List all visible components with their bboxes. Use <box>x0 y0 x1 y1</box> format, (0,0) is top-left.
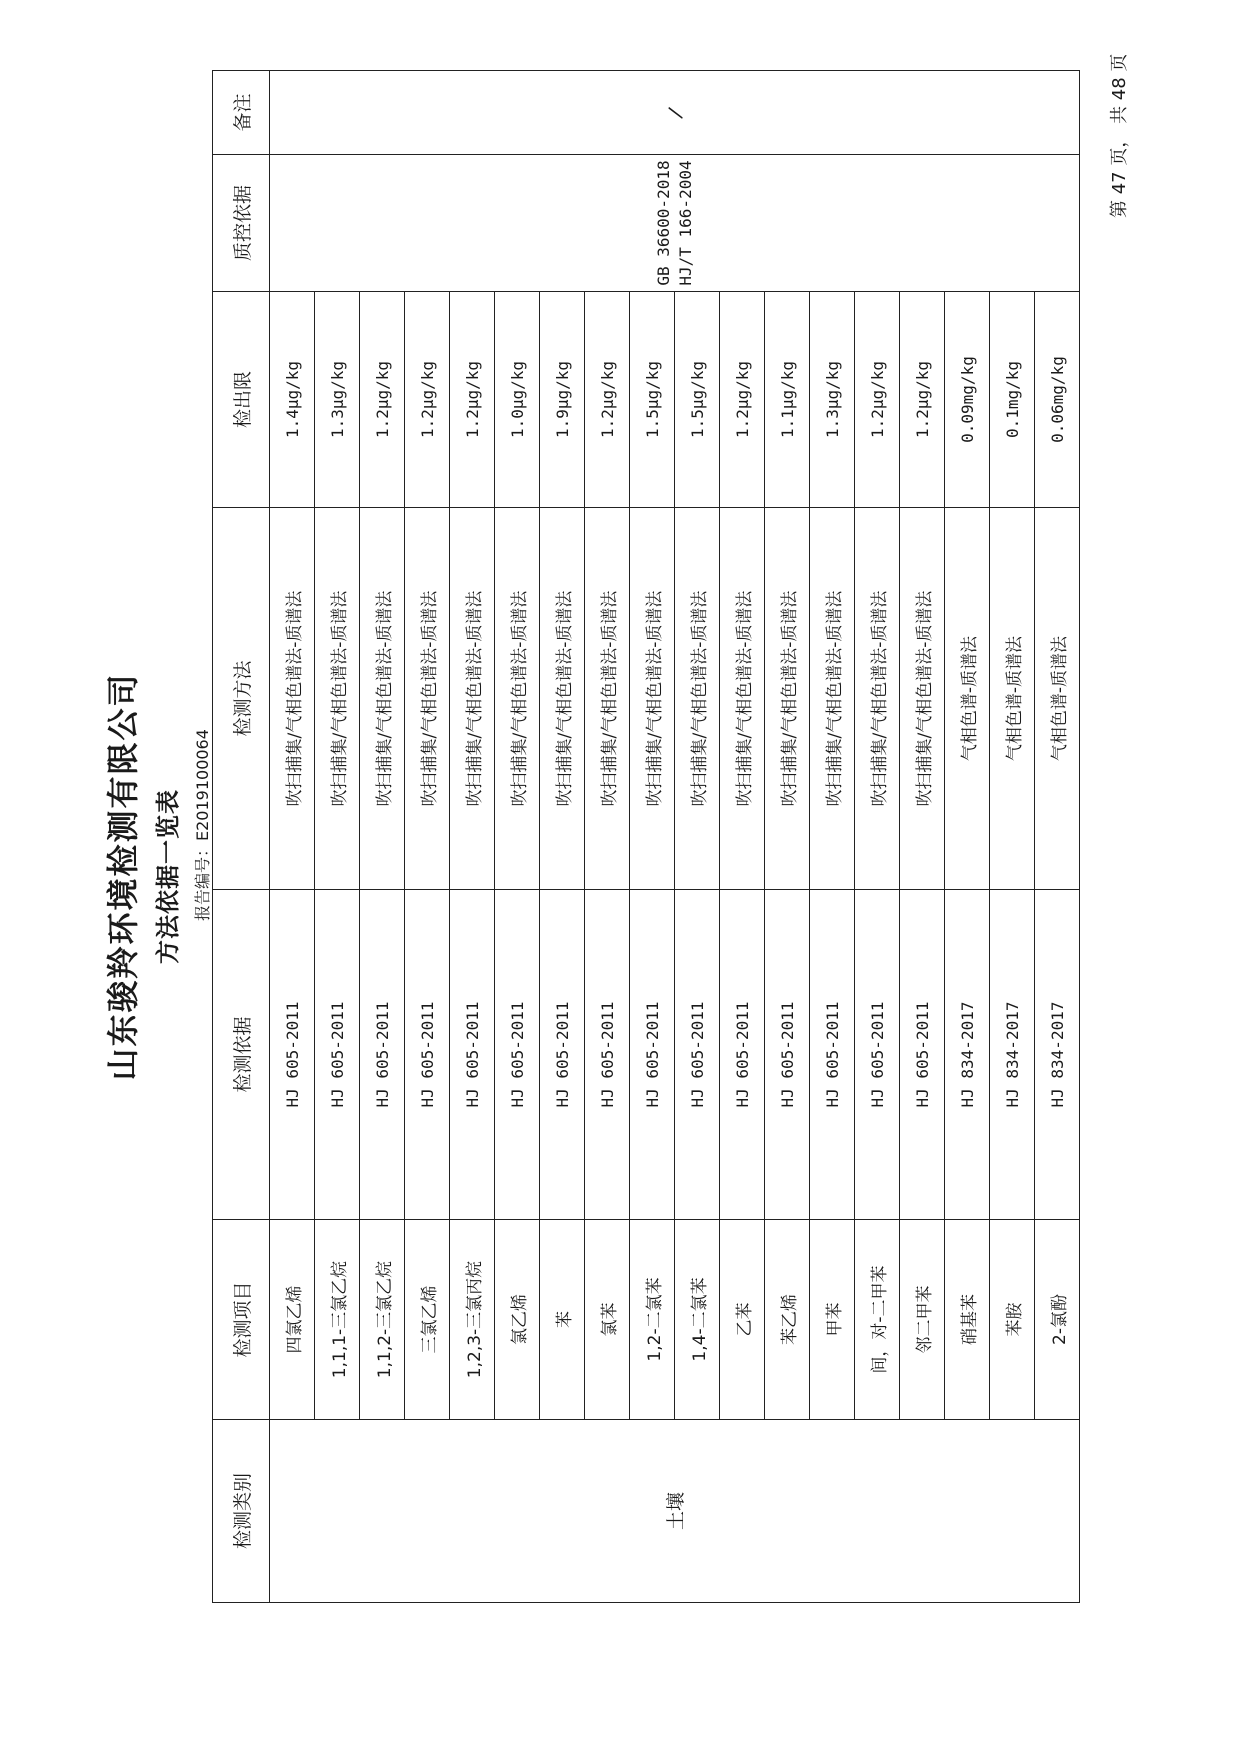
table-row <box>855 71 900 1603</box>
cell-method: 吹扫捕集/气相色谱法-质谱法 <box>630 508 675 890</box>
remark-mark: / <box>662 105 687 120</box>
cell-item: 四氯乙烯 <box>270 1220 315 1420</box>
cell-limit: 0.1mg/kg <box>990 292 1035 508</box>
cell-method: 吹扫捕集/气相色谱法-质谱法 <box>675 508 720 890</box>
cell-limit: 1.2μg/kg <box>900 292 945 508</box>
table-row <box>495 71 540 1603</box>
cell-item: 1,1,1-三氯乙烷 <box>315 1220 360 1420</box>
company-name: 山东骏羚环境检测有限公司 <box>104 672 142 1081</box>
cell-method: 吹扫捕集/气相色谱法-质谱法 <box>900 508 945 890</box>
cell-item: 邻二甲苯 <box>900 1220 945 1420</box>
cell-limit: 1.5μg/kg <box>675 292 720 508</box>
cell-limit: 1.9μg/kg <box>540 292 585 508</box>
table-row <box>720 71 765 1603</box>
qc-basis-cell <box>270 155 1080 292</box>
table-row <box>675 71 720 1603</box>
table-row <box>810 71 855 1603</box>
header-category: 检测类别 <box>213 1420 270 1603</box>
cell-limit: 1.2μg/kg <box>450 292 495 508</box>
cell-limit: 0.09mg/kg <box>945 292 990 508</box>
table-row <box>900 71 945 1603</box>
header-method: 检测方法 <box>213 508 270 890</box>
cell-basis: HJ 834-2017 <box>990 890 1035 1220</box>
cell-limit: 1.3μg/kg <box>315 292 360 508</box>
table-header-row <box>213 71 270 1603</box>
cell-basis: HJ 605-2011 <box>630 890 675 1220</box>
cell-basis: HJ 605-2011 <box>495 890 540 1220</box>
cell-method: 吹扫捕集/气相色谱法-质谱法 <box>270 508 315 890</box>
cell-basis: HJ 834-2017 <box>945 890 990 1220</box>
table-row <box>315 71 360 1603</box>
cell-limit: 1.2μg/kg <box>585 292 630 508</box>
cell-item: 硝基苯 <box>945 1220 990 1420</box>
cell-limit: 1.2μg/kg <box>405 292 450 508</box>
cell-item: 1,1,2-三氯乙烷 <box>360 1220 405 1420</box>
header-basis: 检测依据 <box>213 890 270 1220</box>
cell-limit: 1.1μg/kg <box>765 292 810 508</box>
header-remark: 备注 <box>213 71 270 155</box>
cell-basis: HJ 605-2011 <box>450 890 495 1220</box>
cell-item: 氯乙烯 <box>495 1220 540 1420</box>
document-title: 方法依据一览表 <box>154 789 182 964</box>
header-item: 检测项目 <box>213 1220 270 1420</box>
cell-limit: 1.5μg/kg <box>630 292 675 508</box>
cell-basis: HJ 605-2011 <box>765 890 810 1220</box>
table-row <box>585 71 630 1603</box>
table-row <box>1035 71 1080 1603</box>
cell-item: 三氯乙烯 <box>405 1220 450 1420</box>
cell-item: 苯 <box>540 1220 585 1420</box>
table-row <box>630 71 675 1603</box>
header-qc: 质控依据 <box>213 155 270 292</box>
cell-basis: HJ 605-2011 <box>900 890 945 1220</box>
table-row <box>990 71 1035 1603</box>
cell-method: 吹扫捕集/气相色谱法-质谱法 <box>765 508 810 890</box>
cell-basis: HJ 605-2011 <box>315 890 360 1220</box>
cell-limit: 1.2μg/kg <box>360 292 405 508</box>
cell-method: 吹扫捕集/气相色谱法-质谱法 <box>585 508 630 890</box>
header-limit: 检出限 <box>213 292 270 508</box>
page-number: 第 47 页， 共 48 页 <box>1109 53 1130 218</box>
cell-limit: 1.2μg/kg <box>855 292 900 508</box>
cell-method: 吹扫捕集/气相色谱法-质谱法 <box>495 508 540 890</box>
cell-method: 吹扫捕集/气相色谱法-质谱法 <box>360 508 405 890</box>
cell-method: 气相色谱-质谱法 <box>990 508 1035 890</box>
cell-method: 气相色谱-质谱法 <box>1035 508 1080 890</box>
cell-item: 2-氯酚 <box>1035 1220 1080 1420</box>
table-row <box>360 71 405 1603</box>
method-table <box>212 70 1080 1603</box>
qc-basis-line: GB 36600-2018 <box>653 160 673 286</box>
cell-item: 间，对-二甲苯 <box>855 1220 900 1420</box>
category-cell: 土壤 <box>270 1420 1080 1603</box>
cell-method: 吹扫捕集/气相色谱法-质谱法 <box>450 508 495 890</box>
cell-method: 吹扫捕集/气相色谱法-质谱法 <box>540 508 585 890</box>
cell-method: 气相色谱-质谱法 <box>945 508 990 890</box>
table-row <box>405 71 450 1603</box>
cell-method: 吹扫捕集/气相色谱法-质谱法 <box>855 508 900 890</box>
cell-basis: HJ 605-2011 <box>585 890 630 1220</box>
cell-item: 甲苯 <box>810 1220 855 1420</box>
cell-method: 吹扫捕集/气相色谱法-质谱法 <box>315 508 360 890</box>
cell-item: 苯胺 <box>990 1220 1035 1420</box>
cell-basis: HJ 605-2011 <box>540 890 585 1220</box>
cell-basis: HJ 605-2011 <box>270 890 315 1220</box>
cell-method: 吹扫捕集/气相色谱法-质谱法 <box>720 508 765 890</box>
cell-method: 吹扫捕集/气相色谱法-质谱法 <box>405 508 450 890</box>
cell-item: 氯苯 <box>585 1220 630 1420</box>
cell-basis: HJ 605-2011 <box>675 890 720 1220</box>
table-row <box>450 71 495 1603</box>
cell-item: 乙苯 <box>720 1220 765 1420</box>
cell-item: 1,4-二氯苯 <box>675 1220 720 1420</box>
cell-limit: 1.2μg/kg <box>720 292 765 508</box>
cell-basis: HJ 834-2017 <box>1035 890 1080 1220</box>
cell-item: 苯乙烯 <box>765 1220 810 1420</box>
remark-cell <box>270 71 1080 155</box>
qc-basis-line: HJ/T 166-2004 <box>675 160 695 286</box>
cell-basis: HJ 605-2011 <box>405 890 450 1220</box>
cell-limit: 1.0μg/kg <box>495 292 540 508</box>
cell-method: 吹扫捕集/气相色谱法-质谱法 <box>810 508 855 890</box>
report-number: 报告编号：E2019100064 <box>193 729 212 921</box>
cell-basis: HJ 605-2011 <box>360 890 405 1220</box>
cell-item: 1,2,3-三氯丙烷 <box>450 1220 495 1420</box>
cell-limit: 0.06mg/kg <box>1035 292 1080 508</box>
cell-basis: HJ 605-2011 <box>855 890 900 1220</box>
cell-limit: 1.4μg/kg <box>270 292 315 508</box>
table-row <box>270 71 315 1603</box>
cell-basis: HJ 605-2011 <box>810 890 855 1220</box>
table-row <box>540 71 585 1603</box>
cell-limit: 1.3μg/kg <box>810 292 855 508</box>
table-row <box>945 71 990 1603</box>
cell-basis: HJ 605-2011 <box>720 890 765 1220</box>
cell-item: 1,2-二氯苯 <box>630 1220 675 1420</box>
table-row <box>765 71 810 1603</box>
